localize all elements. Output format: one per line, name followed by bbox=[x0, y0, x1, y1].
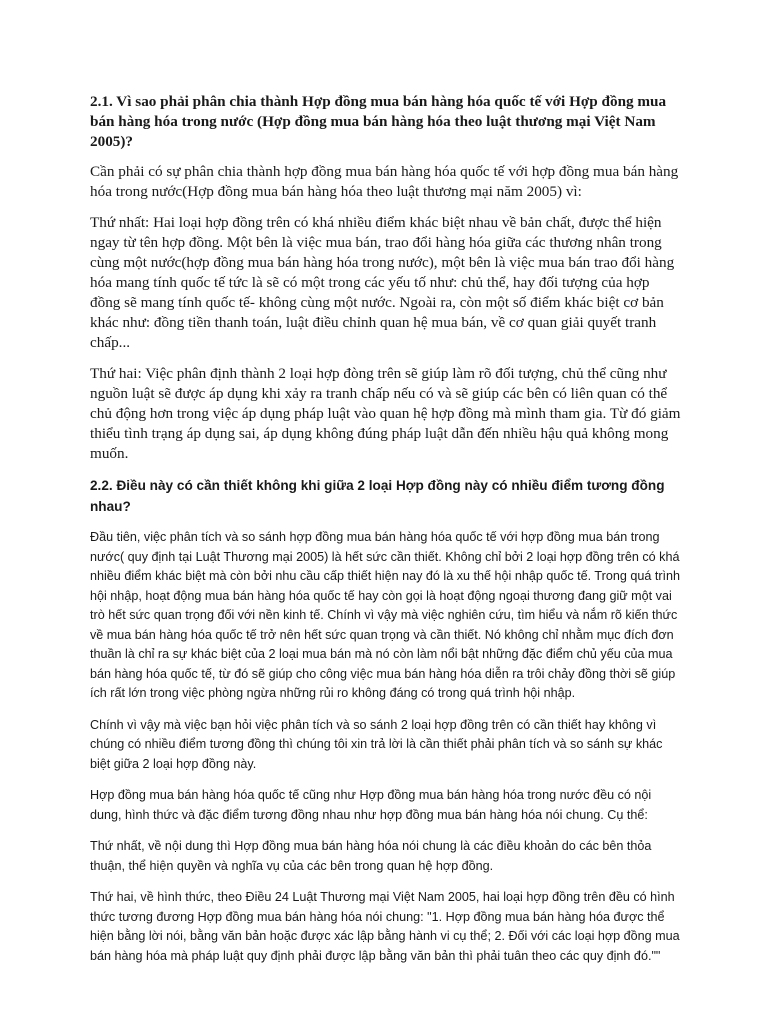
document-page bbox=[90, 92, 682, 978]
section-2-paragraph: Thứ nhất, về nội dung thì Hợp đồng mua bán hàng hóa nói chung là các điều khoản do các bên thỏa thuận, thể hiện quyền và nghĩa vụ của các bên trong quan hệ hợp đồng. bbox=[90, 839, 652, 873]
section-2-paragraph: Chính vì vậy mà việc bạn hỏi việc phân tích và so sánh 2 loại hợp đồng trên có cần thiết hay không vì chúng có nhiều điểm tương đồng thì chúng tôi xin trả lời là cần thiết phải phân tích và so sánh sự khác biệt giữa 2 loại hợp đồng này. bbox=[90, 717, 663, 771]
section-1-heading: 2.1. Vì sao phải phân chia thành Hợp đồng mua bán hàng hóa quốc tế với Hợp đồng mua bán hàng hóa trong nước (Hợp đồng mua bán hàng hóa theo luật thương mại Việt Nam 2005)? bbox=[90, 93, 667, 150]
section-2-paragraph: Hợp đồng mua bán hàng hóa quốc tế cũng như Hợp đồng mua bán hàng hóa trong nước đều có nội dung, hình thức và đặc điểm tương đồng nhau như hợp đồng mua bán hàng hóa nói chung. Cụ thể: bbox=[90, 788, 652, 822]
section-2-heading: 2.2. Điều này có cần thiết không khi giữa 2 loại Hợp đồng này có nhiều điểm tương đồng nhau? bbox=[90, 478, 665, 514]
section-1-paragraph: Cần phải có sự phân chia thành hợp đồng mua bán hàng hóa quốc tế với hợp đồng mua bán hàng hóa trong nước(Hợp đồng mua bán hàng hóa theo luật thương mại năm 2005) vì: bbox=[90, 163, 679, 200]
section-1-paragraph: Thứ hai: Việc phân định thành 2 loại hợp đòng trên sẽ giúp làm rõ đối tượng, chủ thể cũng như nguồn luật sẽ được áp dụng khi xảy ra tranh chấp nếu có và sẽ giúp các bên có liên quan có thể chủ động hơn trong việc áp dụng pháp luật vào quan hệ hợp đồng mà mình tham gia. Từ đó giảm thiểu tình trạng áp dụng sai, áp dụng không đúng pháp luật dẫn đến nhiều hậu quả không mong muốn. bbox=[90, 365, 681, 462]
section-2-paragraph: Thứ hai, về hình thức, theo Điều 24 Luật Thương mại Việt Nam 2005, hai loại hợp đồng trên đều có hình thức tương đương Hợp đồng mua bán hàng hóa nói chung: "1. Hợp đồng mua bán hàng hóa được thể hiện bằng lời nói, bằng văn bản hoặc được xác lập bằng hành vi cụ thể; 2. Đối với các loại hợp đồng mua bán hàng hóa mà pháp luật quy định phải được lập bằng văn bản thì phải tuân theo các quy định đó."" bbox=[90, 890, 680, 963]
section-2-paragraph: Đầu tiên, việc phân tích và so sánh hợp đồng mua bán hàng hóa quốc tế với hợp đồng mua bán trong nước( quy định tại Luật Thương mại 2005) là hết sức cần thiết. Không chỉ bởi 2 loại hợp đồng trên có khá nhiều điểm khác biệt mà còn bởi nhu cầu cấp thiết hiện nay đó là xu thế hội nhập quốc tế. Trong quá trình hội nhập, hoạt động mua bán hàng hóa quốc tế hay còn gọi là hoạt động ngoại thương đang giữ một vai trò hết sức quan trọng đối với nền kinh tế. Chính vì vậy mà việc nghiên cứu, tìm hiểu và nắm rõ kiến thức về mua bán hàng hóa quốc tế trở nên hết sức quan trọng và cần thiết. Nó không chỉ nhằm mục đích đơn thuần là chỉ ra sự khác biệt của 2 loại mua bán mà nó còn làm nổi bật những đặc điểm chủ yếu của mua bán hàng hóa quốc tế, từ đó sẽ giúp cho công việc mua bán hàng hóa diễn ra trôi chảy đồng thời sẽ giúp ích rất lớn trong việc phòng ngừa những rủi ro không đáng có trong quá trình hội nhập. bbox=[90, 530, 681, 700]
section-1-paragraph: Thứ nhất: Hai loại hợp đồng trên có khá nhiều điểm khác biệt nhau về bản chất, được thể hiện ngay từ tên hợp đồng. Một bên là việc mua bán, trao đổi hàng hóa giữa các thương nhân trong cùng một nước(hợp đồng mua bán hàng hóa trong nước), một bên là việc mua bán trao đổi hàng hóa mang tính quốc tế tức là sẽ có một trong các yếu tố như: chủ thể, hay đối tượng của hợp đồng sẽ mang tính quốc tế- không cùng một nước. Ngoài ra, còn một số điểm khác biệt cơ bản khác như: đồng tiền thanh toán, luật điều chỉnh quan hệ mua bán, về cơ quan giải quyết tranh chấp... bbox=[90, 214, 675, 351]
